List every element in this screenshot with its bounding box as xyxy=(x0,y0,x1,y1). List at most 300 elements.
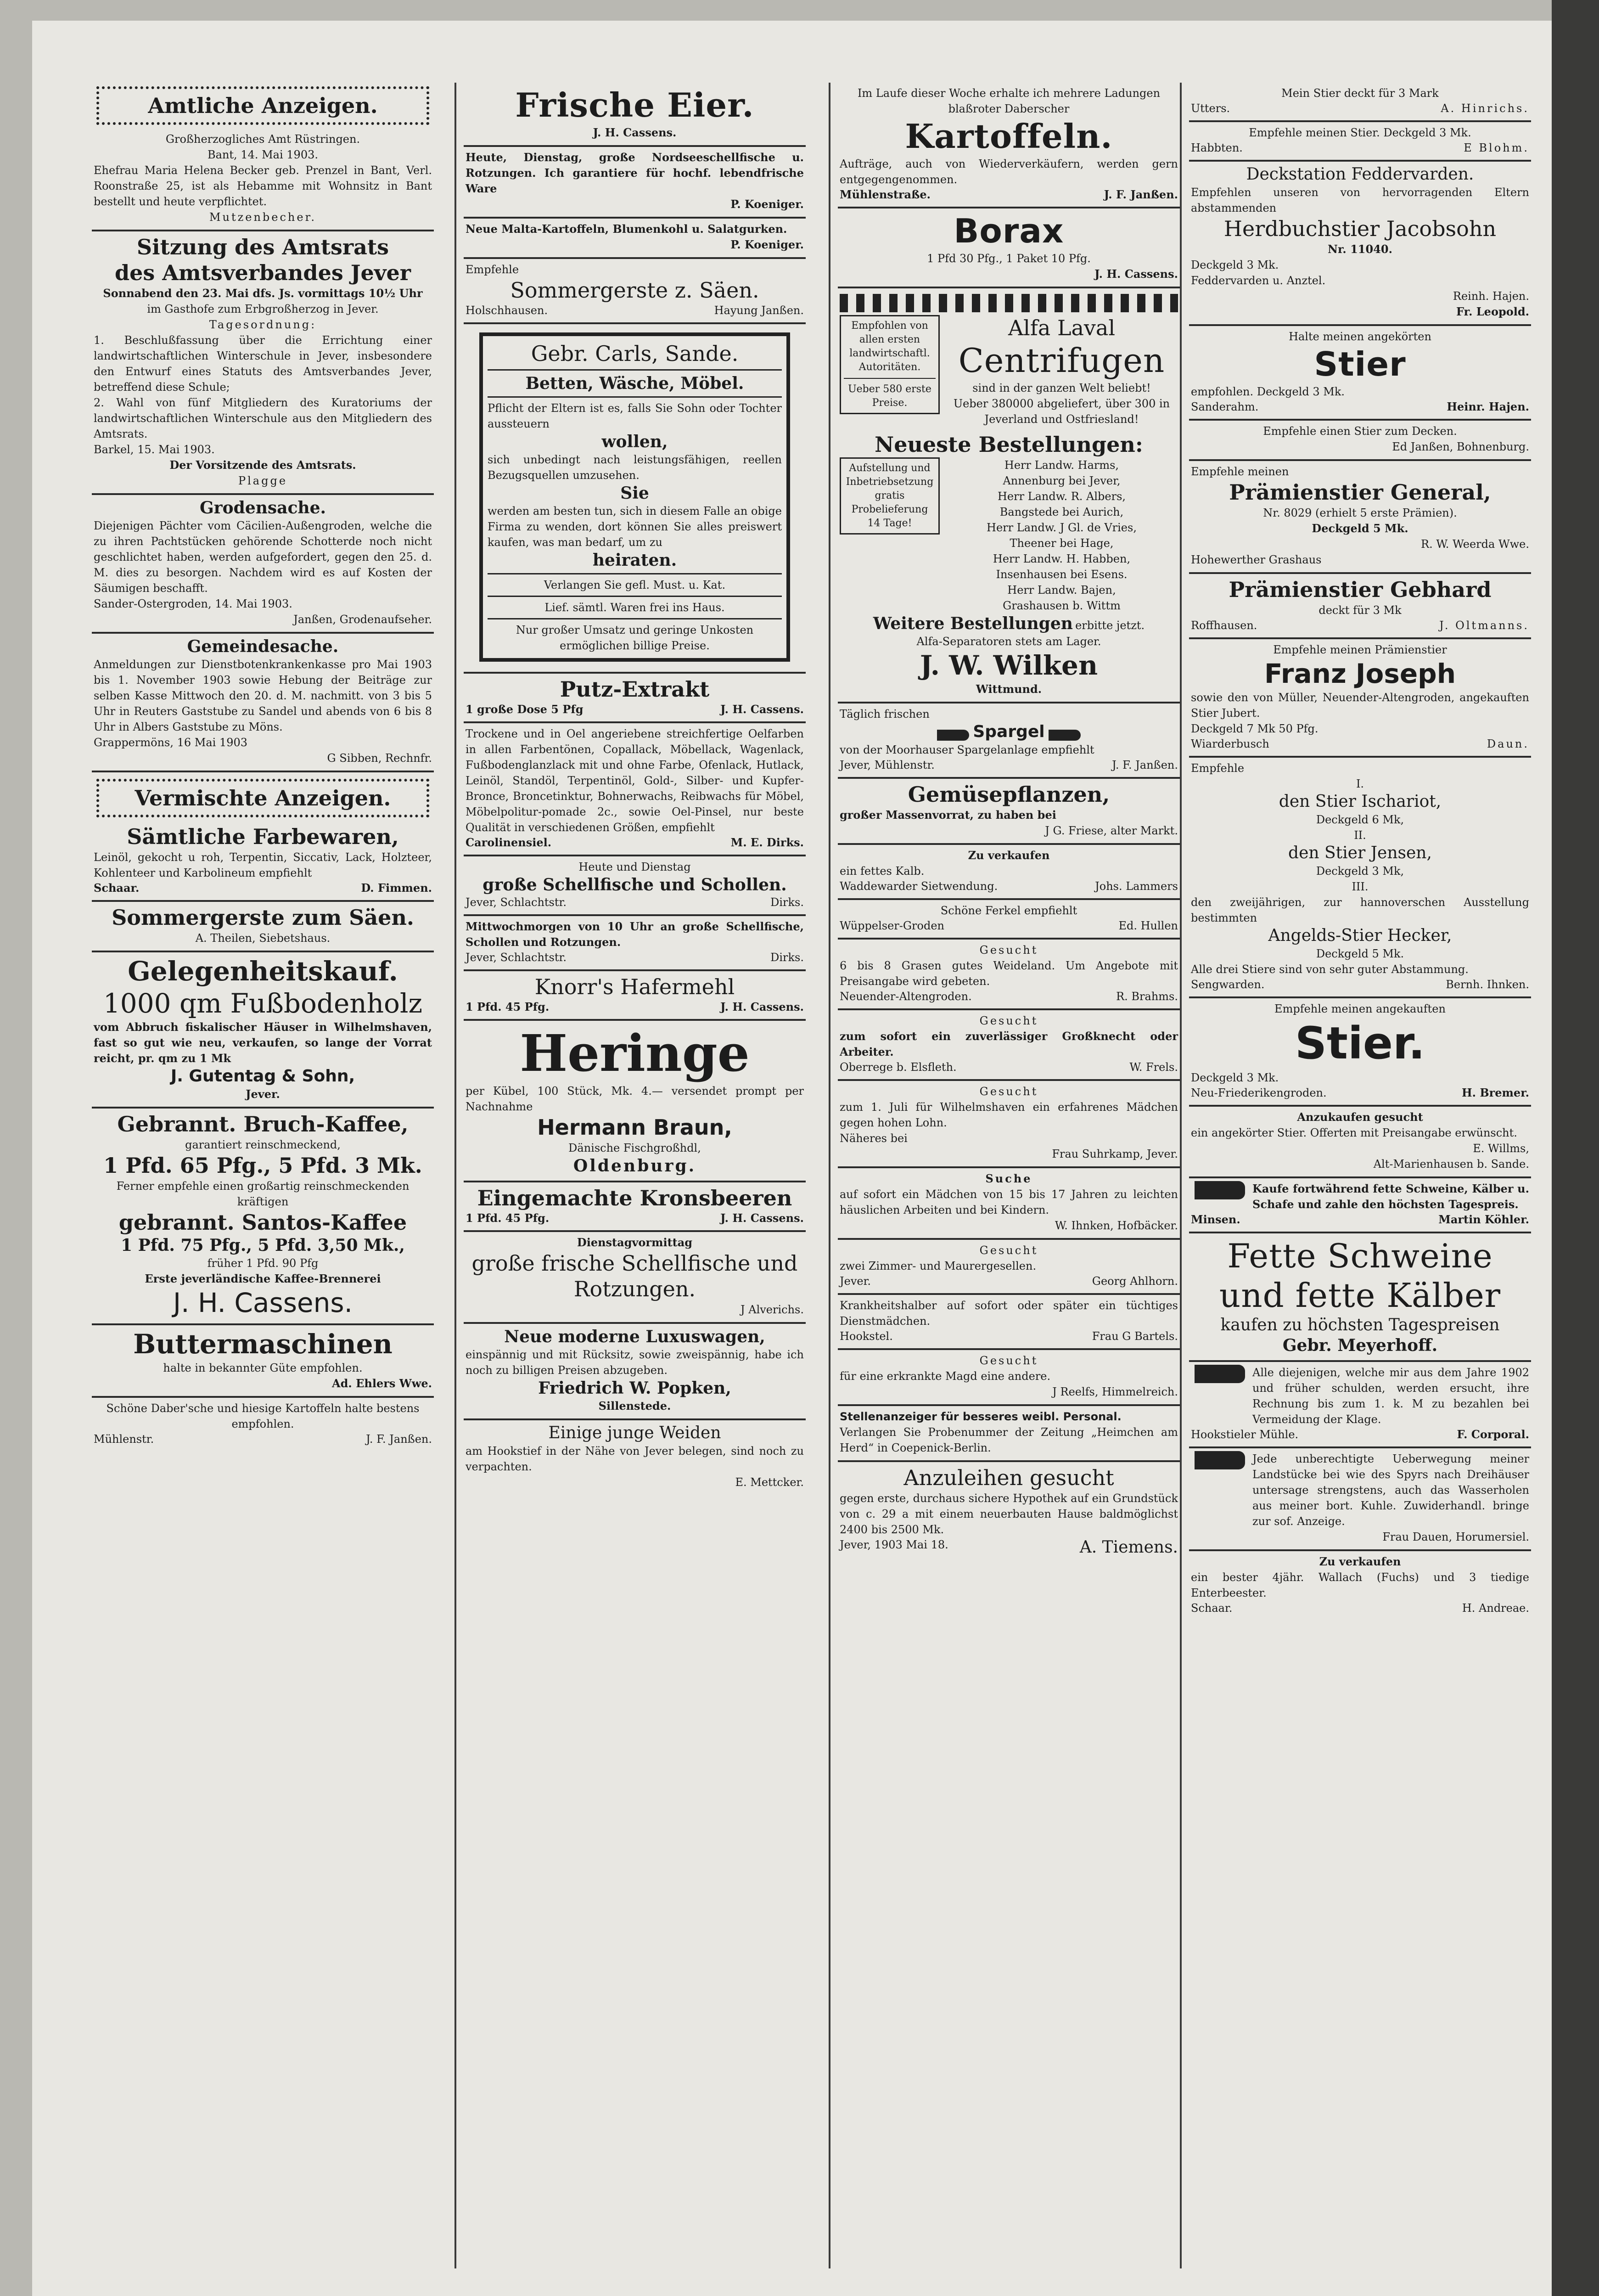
ad-stier-hinrichs xyxy=(1189,83,1531,122)
ad-body: Schöne Daber'sche und hiesige Kartoffeln halte bestens empfohlen. xyxy=(106,1402,420,1430)
ad-sommergerste xyxy=(92,902,434,952)
ad-body: ein fettes Kalb. xyxy=(840,865,925,878)
order-list xyxy=(945,457,1178,613)
ad-place: Hookstieler Mühle. xyxy=(1191,1428,1299,1441)
ad-borax xyxy=(838,208,1180,288)
ad-body: Kaufe fortwährend fette Schweine, Kälber u. Schafe und zahle den höchsten Tagespreis. xyxy=(1252,1182,1529,1211)
ad-gebhard xyxy=(1189,574,1531,639)
ad-hafermehl xyxy=(464,971,806,1021)
ad-putz xyxy=(464,674,806,723)
ad-signature: J. H. Cassens. xyxy=(720,1211,804,1225)
column-3 xyxy=(838,83,1180,2268)
ad-signature: A. Hinrichs. xyxy=(1441,102,1529,115)
ad-place: Jever, Schlachtstr. xyxy=(466,951,567,964)
ad-title: Gesucht xyxy=(979,1085,1038,1098)
ad-signature: Alt-Marienhausen b. Sande. xyxy=(1373,1158,1529,1171)
ad-footer xyxy=(466,835,804,850)
ad-signature: W. Ihnken, Hofbäcker. xyxy=(1055,1219,1178,1232)
ad-maurer xyxy=(838,1240,1180,1295)
ad-title: Sommergerste z. Säen. xyxy=(510,278,759,303)
ad-title: Centrifugen xyxy=(958,341,1165,380)
ad-malta xyxy=(464,219,806,259)
ad-place: Jever. xyxy=(840,1275,871,1288)
ad-weideland xyxy=(838,940,1180,1010)
ad-body: am Hookstief in der Nähe von Jever belegen, sind noch zu verpachten. xyxy=(466,1445,804,1473)
ad-place: Jever. xyxy=(246,1087,280,1101)
ad-body: Nr. 8029 (erhielt 5 erste Prämien). xyxy=(1263,506,1457,519)
ad-body: sind in der ganzen Welt beliebt! xyxy=(972,382,1151,394)
ad-body: sich unbedingt nach leistungsfähigen, reellen Bezugsquellen umzusehen. xyxy=(488,453,782,482)
ad-dienstmaedchen xyxy=(838,1295,1180,1350)
ad-signature: Ed. Hullen xyxy=(1118,919,1178,932)
ad-body: Näheres bei xyxy=(840,1132,908,1145)
ad-body: zum 1. Juli für Wilhelmshaven ein erfahrenes Mädchen gegen hohen Lohn. xyxy=(840,1101,1178,1129)
ad-weiden xyxy=(464,1420,806,1495)
ad-body: Empfehlen unseren von hervorragenden Eltern abstammenden xyxy=(1191,186,1529,214)
ad-pre: Täglich frischen xyxy=(840,708,930,720)
ad-title: Putz-Extrakt xyxy=(560,677,710,702)
ad-line: Verlangen Sie gefl. Must. u. Kat. xyxy=(488,573,782,593)
pointing-hand-icon xyxy=(1195,1365,1245,1383)
ad-place: Hohewerther Grashaus xyxy=(1191,553,1322,566)
ad-signature: J. H. Cassens. xyxy=(720,1000,804,1013)
ad-deckgeld: Deckgeld 3 Mk, xyxy=(1316,865,1404,878)
ad-main xyxy=(945,315,1178,427)
ad-title: Stier xyxy=(1314,345,1406,383)
ad-price: 1 große Dose 5 Pfg xyxy=(466,703,583,716)
ad-title: Sämtliche Farbewaren, xyxy=(127,824,399,849)
ad-date: Sonnabend den 23. Mai dfs. Js. vormittags 10½ Uhr xyxy=(103,287,423,300)
ad-footer xyxy=(1191,1086,1529,1100)
ad-wallach xyxy=(1189,1551,1531,1620)
list-item: Herr Landw. Harms, xyxy=(1004,459,1119,472)
ad-body: gegen erste, durchaus sichere Hypothek auf ein Grundstück von c. 29 a mit einem neuerbauten Hause baldmöglichst 2400 bis 2500 Mk. xyxy=(840,1492,1178,1536)
ad-signature: J. H. Cassens. xyxy=(720,703,804,716)
ad-body: empfohlen. Deckgeld 3 Mk. xyxy=(1191,385,1345,398)
ad-signature: Dirks. xyxy=(770,951,804,964)
column-4 xyxy=(1189,83,1531,2268)
ad-body: Ueber 380000 abgeliefert, über 300 in Jeverland und Ostfriesland! xyxy=(953,397,1170,426)
ad-spargel xyxy=(838,703,1180,779)
ad-body: Empfehle einen Stier zum Decken. xyxy=(1263,425,1457,438)
ad-kronsbeeren xyxy=(464,1182,806,1232)
ad-signature: G Sibben, Rechnfr. xyxy=(327,752,432,765)
ad-title: Gesucht xyxy=(979,944,1038,957)
ad-deckgeld: Deckgeld 5 Mk. xyxy=(1316,947,1404,960)
list-item: Theener bei Hage, xyxy=(1010,537,1114,550)
ad-numeral: II. xyxy=(1354,829,1366,842)
ad-body: Schöne Ferkel empfiehlt xyxy=(940,904,1077,917)
ad-title: große frische Schellfische und Rotzungen. xyxy=(471,1251,798,1301)
ad-footer xyxy=(840,187,1178,202)
ad-title: Knorr's Hafermehl xyxy=(534,974,735,999)
ad-title: Anzuleihen gesucht xyxy=(903,1465,1114,1490)
ad-date: Barkel, 15. Mai 1903. xyxy=(94,443,215,456)
ad-sommergerste xyxy=(464,259,806,324)
ad-stier-janssen xyxy=(1189,421,1531,461)
ad-suche xyxy=(838,1168,1180,1240)
ad-body: Alle drei Stiere sind von sehr guter Abstammung. xyxy=(1191,963,1469,976)
ad-alfa-laval xyxy=(838,288,1180,703)
ad-title: des Amtsverbandes Jever xyxy=(114,260,411,285)
ad-grodensache xyxy=(92,495,434,634)
ad-pre: Empfehle meinen Prämienstier xyxy=(1273,643,1447,656)
ad-title: Weitere Bestellungen xyxy=(873,614,1073,633)
ad-body: von der Moorhauser Spargelanlage empfiehlt xyxy=(840,743,1094,756)
ad-body: halte in bekannter Güte empfohlen. xyxy=(163,1362,363,1374)
ad-signature: Fr. Leopold. xyxy=(1456,305,1529,318)
ad-footer xyxy=(1191,141,1529,155)
ad-firm: J. W. Wilken xyxy=(920,650,1098,681)
ad-frame xyxy=(479,332,790,662)
ad-signature: Daun. xyxy=(1487,737,1529,750)
ad-gemuese xyxy=(838,779,1180,845)
ad-gemeindesache xyxy=(92,634,434,772)
ad-grossknecht xyxy=(838,1010,1180,1081)
ad-subtitle: früher 1 Pfd. 90 Pfg xyxy=(207,1257,319,1270)
ad-place: Jever, Schlachtstr. xyxy=(466,896,567,909)
ad-emphasis: Sie xyxy=(620,484,649,503)
ad-body: für eine erkrankte Magd eine andere. xyxy=(840,1370,1051,1383)
ad-title: Prämienstier General, xyxy=(1229,480,1491,505)
ad-heringe xyxy=(464,1021,806,1182)
column-separator xyxy=(1180,83,1182,2268)
ad-date: Bant, 14. Mai 1903. xyxy=(208,148,318,161)
ad-ferkel xyxy=(838,900,1180,940)
ad-footer xyxy=(1191,737,1529,751)
ad-rotzungen xyxy=(464,1232,806,1324)
ad-title: Gebr. Carls, Sande. xyxy=(531,341,739,366)
ad-signature: J G. Friese, alter Markt. xyxy=(1045,824,1178,837)
ad-place: Wüppelser-Groden xyxy=(840,919,944,932)
ad-buttermaschinen xyxy=(92,1325,434,1398)
ad-anzuleihen xyxy=(838,1462,1180,1562)
ad-item: 1. Beschlußfassung über die Errichtung einer landwirtschaftlichen Winterschule in Jever, insbesondere den Entwurf eines Statuts des Amtsverbandes Jever, betreffend diese Schule; xyxy=(94,334,432,394)
ad-price: 1 Pfd. 65 Pfg., 5 Pfd. 3 Mk. xyxy=(103,1153,422,1178)
pointing-hand-icon xyxy=(937,730,969,741)
ad-signature: J. H. Cassens. xyxy=(1094,267,1178,281)
ad-title: Anzukaufen gesucht xyxy=(1297,1110,1423,1124)
ad-body: Alle diejenigen, welche mir aus dem Jahre 1902 und früher schulden, werden ersucht, ihre Rechnung bis zum 1. k. M zu bezahlen bei Vermeidung der Klage. xyxy=(1252,1366,1529,1426)
ad-footer xyxy=(466,303,804,318)
ad-title: Kartoffeln. xyxy=(905,117,1113,156)
ad-eier xyxy=(464,83,806,147)
ad-place: Carolinensiel. xyxy=(466,836,552,849)
ad-body: Ferner empfehle einen großartig reinschmeckenden kräftigen xyxy=(116,1180,410,1208)
ad-signature: Dirks. xyxy=(770,896,804,909)
ad-kartoffeln xyxy=(92,1398,434,1451)
ad-emphasis: heiraten. xyxy=(592,551,677,570)
ad-body: Trockene und in Oel angeriebene streichfertige Oelfarben in allen Farbentönen, Copallack, Möbellack, Wagenlack, Fußbodenglanzlack mit und ohne Farbe, Ofenlack, Hutlack, Leinöl, Standöl, Terpentinöl, Gold-, Silber- und Kupfer-Bronce, Broncetinktur, Bohnerwachs, Reibwachs für Möbel, Möbelpolitur-pomade 2c., sowie Oel-Pinsel, nur beste Qualität in verschiedenen Größen, empfiehlt xyxy=(466,727,804,834)
ad-pre: Dienstagvormittag xyxy=(577,1236,693,1249)
ad-title: den Stier Ischariot, xyxy=(1279,792,1442,811)
ad-signature: Reinh. Hajen. xyxy=(1453,290,1529,303)
ad-corporal xyxy=(1189,1362,1531,1448)
ad-numeral: III. xyxy=(1352,880,1369,893)
ad-signature: E. Mettcker. xyxy=(735,1476,804,1489)
ad-date: Sander-Ostergroden, 14. Mai 1903. xyxy=(94,597,292,610)
ad-title: Gebrannt. Bruch-Kaffee, xyxy=(117,1112,409,1137)
section-header-amtliche: Amtliche Anzeigen. xyxy=(96,86,429,125)
ad-date: Grappermöns, 16 Mai 1903 xyxy=(94,736,248,749)
column-separator xyxy=(454,83,456,2268)
ad-mittwoch xyxy=(464,916,806,971)
ad-line: Großherzogliches Amt Rüstringen. xyxy=(165,133,360,146)
ad-footer xyxy=(840,1329,1178,1344)
ad-firm: Friedrich W. Popken, xyxy=(538,1379,731,1398)
ad-footer xyxy=(840,879,1178,894)
ad-title: Zu verkaufen xyxy=(1319,1555,1401,1568)
ad-body: Neue Malta-Kartoffeln, Blumenkohl u. Salatgurken. xyxy=(466,222,787,236)
ad-pre: Empfehle xyxy=(1191,762,1245,775)
ad-title: Herdbuchstier Jacobsohn xyxy=(1223,216,1497,241)
ad-signature: Plagge xyxy=(238,474,288,487)
ad-body: Ehefrau Maria Helena Becker geb. Prenzel in Bant, Verl. Roonstraße 25, ist als Hebamme mit Wohnsitz in Bant bestellt und heute verpflichtet. xyxy=(94,164,432,208)
ad-signature: M. E. Dirks. xyxy=(730,836,804,849)
ad-signature: Hayung Janßen. xyxy=(714,304,804,317)
ad-title: Neue moderne Luxuswagen, xyxy=(504,1327,765,1346)
ad-body: Diejenigen Pächter vom Cäcilien-Außengroden, welche die zu ihren Pachtstücken gehörende Schotterde noch nicht geschlichtet haben, werden aufgefordert, gegen den 25. d. M. dies zu besorgen. Nachdem wird es auf Kosten der Säumigen beschafft. xyxy=(94,519,432,595)
ad-footer xyxy=(1191,1601,1529,1615)
ad-title: Gesucht xyxy=(979,1014,1038,1027)
ad-more xyxy=(840,613,1178,634)
ad-footer xyxy=(466,702,804,717)
ad-deckgeld: Deckgeld 3 Mk. xyxy=(1191,1071,1279,1084)
ad-pre: Heute und Dienstag xyxy=(578,861,691,873)
ad-drei-stiere xyxy=(1189,758,1531,998)
list-item: Insenhausen bei Esens. xyxy=(996,568,1128,581)
ad-title: Prämienstier Gebhard xyxy=(1229,577,1492,602)
ad-footer xyxy=(840,918,1178,933)
ad-body: den zweijährigen, zur hannoverschen Ausstellung bestimmten xyxy=(1191,896,1529,924)
ad-side-text: Empfohlen von allen ersten landwirtschaftl. Autoritäten. xyxy=(849,320,930,373)
ad-title: Grodensache. xyxy=(199,498,326,518)
ad-subtitle: garantiert reinschmeckend, xyxy=(185,1138,341,1151)
ad-gelegenheitskauf xyxy=(92,952,434,1109)
ad-footer xyxy=(466,1211,804,1226)
list-item: Grashausen b. Wittm xyxy=(1003,599,1121,612)
ad-numeral: I. xyxy=(1356,777,1364,790)
ad-hebamme xyxy=(92,129,434,231)
ad-body: Leinöl, gekocht u roh, Terpentin, Siccativ, Lack, Holzteer, Kohlenteer und Karbolineum empfiehlt xyxy=(94,851,432,879)
ad-deckgeld: Deckgeld 3 Mk. xyxy=(1191,259,1279,271)
ad-line: Nur großer Umsatz und geringe Unkosten ermöglichen billige Preise. xyxy=(488,618,782,653)
ad-title: Fette Schweine xyxy=(1227,1237,1493,1275)
ad-footer xyxy=(1191,1427,1529,1442)
ad-signature: H. Andreae. xyxy=(1462,1602,1529,1615)
ad-number: Nr. 11040. xyxy=(1328,242,1392,256)
ad-deckgeld: Deckgeld 7 Mk 50 Pfg. xyxy=(1191,722,1318,735)
ad-subtitle: Dänische Fischgroßhdl, xyxy=(568,1142,701,1154)
ad-footer xyxy=(840,1060,1178,1075)
ad-title: Angelds-Stier Hecker, xyxy=(1268,926,1452,945)
ad-emphasis: wollen, xyxy=(601,432,668,451)
ad-signature: J Alverichs. xyxy=(740,1303,804,1316)
ad-body: Alfa-Separatoren stets am Lager. xyxy=(916,635,1101,648)
ad-signature: A. Theilen, Siebetshaus. xyxy=(195,932,331,945)
ad-stier-hajen xyxy=(1189,326,1531,421)
section-header-vermischte: Vermischte Anzeigen. xyxy=(96,779,429,817)
ad-place: Habbten. xyxy=(1191,141,1243,154)
ad-deckgeld: Deckgeld 5 Mk. xyxy=(1312,522,1408,535)
ad-signature: Frau Dauen, Horumersiel. xyxy=(1382,1531,1529,1543)
pointing-hand-icon xyxy=(1049,730,1081,741)
ad-price: 1 Pfd. 45 Pfg. xyxy=(466,1211,550,1225)
ad-body: vom Abbruch fiskalischer Häuser in Wilhelmshaven, fast so gut wie neu, verkaufen, so lange der Vorrat reicht, pr. qm zu 1 Mk xyxy=(94,1020,432,1065)
ad-line: Lief. sämtl. Waren frei ins Haus. xyxy=(488,596,782,615)
ad-pre: Empfehle xyxy=(466,263,519,276)
ad-layout xyxy=(1191,1451,1529,1529)
ad-place: Feddervarden u. Anztel. xyxy=(1191,274,1326,287)
ad-body: einspännig und mit Rücksitz, sowie zweispännig, habe ich noch zu billigen Preisen abzugeben. xyxy=(466,1348,804,1377)
ad-place: Holschhausen. xyxy=(466,304,548,317)
ad-title: gebrannt. Santos-Kaffee xyxy=(118,1210,407,1235)
ad-title: Buttermaschinen xyxy=(133,1328,393,1360)
ad-maedchen xyxy=(838,1081,1180,1168)
ad-footer xyxy=(94,881,432,895)
column-2 xyxy=(464,83,806,2268)
ad-place: Sillenstede. xyxy=(598,1399,671,1412)
ad-layout xyxy=(1191,1181,1529,1212)
ad-signature: Der Vorsitzende des Amtsrats. xyxy=(169,458,356,472)
ad-kaffee xyxy=(92,1109,434,1325)
ad-signature: P. Koeniger. xyxy=(730,197,804,211)
ad-title-row xyxy=(840,722,1178,742)
ad-price: 1 Pfd. 75 Pfg., 5 Pfd. 3,50 Mk., xyxy=(121,1236,405,1255)
ad-layout xyxy=(840,315,1178,427)
ad-body: 1 Pfd 30 Pfg., 1 Paket 10 Pfg. xyxy=(927,252,1091,265)
ad-signature: J. Oltmanns. xyxy=(1439,619,1529,632)
ad-place: Roffhausen. xyxy=(1191,619,1257,632)
ad-place: Wittmund. xyxy=(976,682,1042,696)
ad-place: Jever, 1903 Mai 18. xyxy=(840,1538,948,1551)
ad-place: Oldenburg. xyxy=(573,1156,696,1176)
ad-title: Heringe xyxy=(520,1024,750,1083)
ad-title: Stellenanzeiger für besseres weibl. Personal. xyxy=(840,1410,1122,1423)
ad-place: Sanderahm. xyxy=(1191,400,1259,413)
ad-signature: Ed Janßen, Bohnenburg. xyxy=(1392,440,1529,453)
ad-body: großer Massenvorrat, zu haben bei xyxy=(840,808,1056,822)
ad-body: deckt für 3 Mk xyxy=(1318,604,1402,617)
ad-stellenanzeiger xyxy=(838,1406,1180,1462)
ad-body: Aufträge, auch von Wiederverkäufern, werden gern entgegengenommen. xyxy=(840,158,1178,186)
ad-signature: Frau G Bartels. xyxy=(1092,1330,1178,1343)
ad-body: Mittwochmorgen von 10 Uhr an große Schellfische, Schollen und Rotzungen. xyxy=(466,920,804,949)
ad-footer xyxy=(1191,101,1529,116)
ad-signature: F. Corporal. xyxy=(1457,1428,1529,1441)
ad-layout xyxy=(840,457,1178,613)
ad-footer xyxy=(1191,1212,1529,1227)
ad-kartoffeln xyxy=(838,83,1180,208)
ad-sidebox xyxy=(840,315,940,414)
ad-place: Hookstel. xyxy=(840,1330,893,1343)
list-item: Herr Landw. R. Albers, xyxy=(997,490,1126,503)
ad-body: zwei Zimmer- und Maurergesellen. xyxy=(840,1260,1037,1272)
ad-title: Deckstation Feddervarden. xyxy=(1246,165,1474,184)
ad-body: 6 bis 8 Grasen gutes Weideland. Um Angebote mit Preisangabe wird gebeten. xyxy=(840,959,1178,988)
ad-title: Spargel xyxy=(973,722,1045,741)
list-item: Herr Landw. H. Habben, xyxy=(993,552,1131,565)
ad-signature: W. Frels. xyxy=(1129,1061,1178,1074)
ad-title: Gesucht xyxy=(979,1244,1038,1257)
ad-signature: Frau Suhrkamp, Jever. xyxy=(1052,1148,1178,1160)
ad-footer xyxy=(840,1274,1178,1289)
ad-body: ein angekörter Stier. Offerten mit Preisangabe erwünscht. xyxy=(1191,1126,1517,1139)
ad-title: Sommergerste zum Säen. xyxy=(112,905,414,930)
column-1 xyxy=(92,83,434,2268)
ad-title: und fette Kälber xyxy=(1219,1276,1501,1315)
ad-luxuswagen xyxy=(464,1324,806,1420)
ad-signature: Janßen, Grodenaufseher. xyxy=(293,613,432,626)
ad-body: Empfehle meinen Stier. Deckgeld 3 Mk. xyxy=(1249,126,1471,139)
ad-amtsrat xyxy=(92,231,434,495)
pointing-hand-icon xyxy=(1195,1451,1245,1469)
ad-footer xyxy=(1191,400,1529,414)
ad-place: Schaar. xyxy=(1191,1602,1233,1615)
ad-place: Schaar. xyxy=(94,881,140,895)
ad-place: Wiarderbusch xyxy=(1191,737,1269,750)
ad-title: Einige junge Weiden xyxy=(548,1424,721,1442)
ad-firm: Gebr. Meyerhoff. xyxy=(1282,1336,1438,1355)
ad-title: Zu verkaufen xyxy=(968,849,1050,862)
ad-footer xyxy=(466,895,804,910)
ad-body: kaufen zu höchsten Tagespreisen xyxy=(1220,1316,1500,1334)
ad-pre: Empfehle meinen xyxy=(1191,465,1289,478)
ad-deckgeld: Deckgeld 6 Mk, xyxy=(1316,813,1404,826)
ad-footer xyxy=(466,950,804,965)
ad-title: Gelegenheitskauf. xyxy=(128,956,398,987)
ad-kalb xyxy=(838,845,1180,900)
ad-anzukaufen xyxy=(1189,1107,1531,1178)
ad-body: auf sofort ein Mädchen von 15 bis 17 Jahren zu leichten häuslichen Arbeiten und bei Kindern. xyxy=(840,1188,1178,1216)
column-separator xyxy=(829,83,830,2268)
ad-footer xyxy=(840,758,1178,772)
ad-title: Sitzung des Amtsrats xyxy=(136,235,389,259)
ad-carls xyxy=(464,324,806,674)
ad-firm: Erste jeverländische Kaffee-Brennerei xyxy=(145,1272,381,1285)
ad-title: Eingemachte Kronsbeeren xyxy=(477,1186,792,1210)
ad-title: Borax xyxy=(954,212,1064,250)
ad-footer xyxy=(1191,977,1529,992)
ad-koehler xyxy=(1189,1178,1531,1233)
ornament-border xyxy=(840,294,1178,312)
ad-place: Utters. xyxy=(1191,102,1230,115)
ad-body: Krankheitshalber auf sofort oder später ein tüchtiges Dienstmädchen. xyxy=(840,1299,1178,1328)
ad-place: im Gasthofe zum Erbgroßherzog in Jever. xyxy=(147,303,379,315)
ad-dauen xyxy=(1189,1448,1531,1551)
ad-place: Mühlenstraße. xyxy=(840,188,931,201)
list-item: Herr Landw. Bajen, xyxy=(1007,584,1116,597)
pointing-hand-icon xyxy=(1195,1181,1245,1199)
ad-schollen xyxy=(464,856,806,916)
ad-title: 1000 qm Fußbodenholz xyxy=(103,988,423,1019)
ad-body: Verlangen Sie Probenummer der Zeitung „Heimchen am Herd“ in Coepenick-Berlin. xyxy=(840,1426,1178,1454)
list-item: Herr Landw. J Gl. de Vries, xyxy=(987,521,1137,534)
ad-magd xyxy=(838,1350,1180,1406)
ad-stier-blohm xyxy=(1189,122,1531,162)
ad-signature: R. Brahms. xyxy=(1116,990,1178,1003)
ad-place: Jever, Mühlenstr. xyxy=(840,759,935,771)
ad-place: Mühlenstr. xyxy=(94,1433,154,1446)
ad-price: 1 Pfd. 45 Pfg. xyxy=(466,1000,550,1013)
ad-signature: R. W. Weerda Wwe. xyxy=(1421,538,1529,551)
ad-footer xyxy=(840,1537,1178,1558)
ad-title: Suche xyxy=(985,1172,1032,1185)
ad-signature: Ad. Ehlers Wwe. xyxy=(332,1377,432,1390)
ad-signature: Heinr. Hajen. xyxy=(1447,400,1529,413)
ad-signature: E Blohm. xyxy=(1464,141,1529,154)
ad-signature: J. F. Janßen. xyxy=(1112,759,1178,771)
